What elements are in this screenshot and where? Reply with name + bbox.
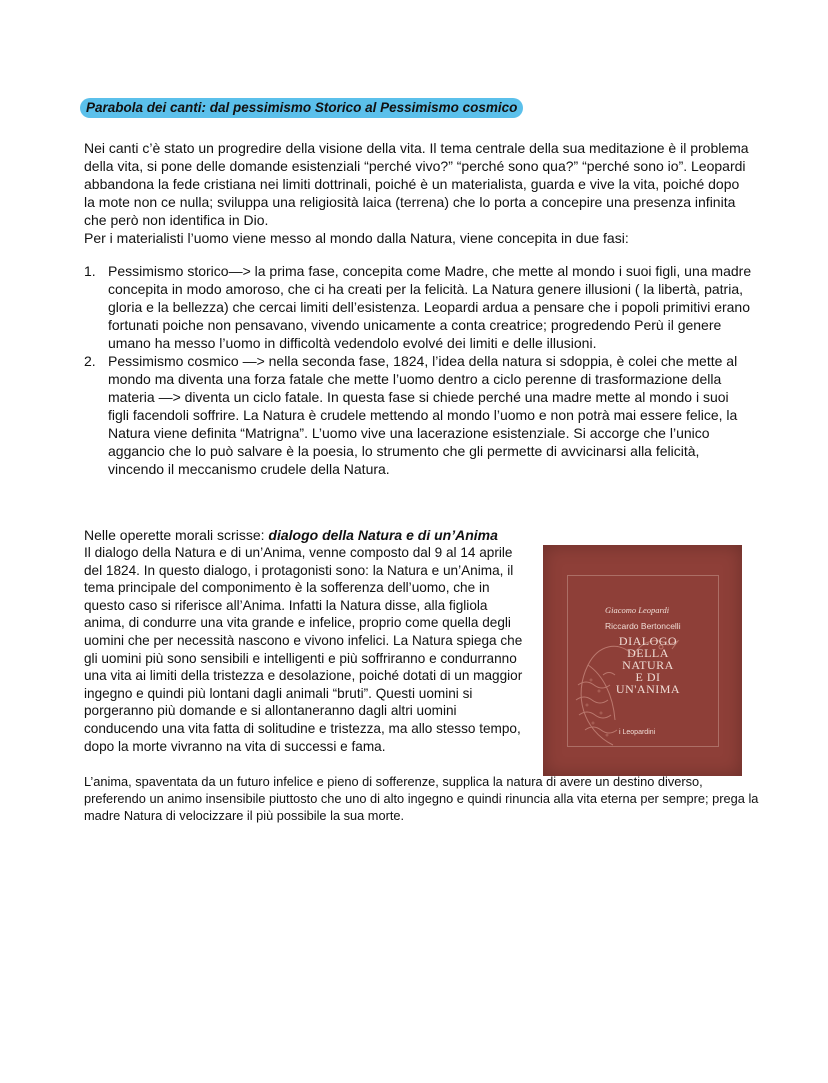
section-title-wrap — [80, 98, 523, 118]
cover-title-line: UN'ANIMA — [615, 682, 681, 696]
cover-title — [603, 635, 693, 695]
list-item-text: Pessimismo cosmico —> nella seconda fase, 1824, l’idea della natura si sdoppia, è colei che mette al mondo ma diventa una forza fatale che mette l’uomo dentro a ciclo perenne di trasformazione della materia —> diventa un ciclo fatale. In questa fase si chiede perché una madre mette al mondo i suoi figli facendoli soffrire. La Natura è crudele mettendo al mondo l’uomo e non potrà mai essere felice, la Natura viene definita “Matrigna”. L’uomo vive una lacerazione esistenziale. Si accorge che l’unico aggancio che lo può salvare è la poesia, lo strumento che gli permette di avvicinarsi alla felicità, vincendo il meccanismo crudele della Natura. — [108, 353, 738, 477]
cover-title-line: E DI — [635, 670, 661, 684]
phases-list — [84, 262, 752, 478]
cover-title-line: DELLA — [627, 646, 669, 660]
list-item-text: Pessimismo storico—> la prima fase, concepita come Madre, che mette al mondo i suoi figli, una madre concepita in modo amoroso, che ci ha creati per la felicità. La Natura genere illusioni ( la libertà, patria, gloria e la bellezza) che cercai limiti dell’esistenza. Leopardi ardua a pensare che i popoli primitivi erano fortunati poiche non pensavano, vivendo unicamente a conta creatrice; progredendo Perù il genere umano ha messo l’uomo in difficoltà vedendolo evolvé dei limiti e delle illusioni. — [108, 263, 752, 351]
cover-title-line: NATURA — [622, 658, 674, 672]
intro-paragraph: Nei canti c’è stato un progredire della visione della vita. Il tema centrale della sua meditazione è il problema della vita, si pone delle domande esistenziali “perché vivo?” “perché sono qua?” “perché sono io”. Leopardi abbandona la fede cristiana nei limiti dottrinali, poiché è un materialista, guarda e vive la vita, poiché dopo la mote non ce nulla; sviluppa una religiosità laica (terrena) che lo porta a concepire una presenza infinita che però non identifica in Dio. — [84, 140, 749, 228]
operette-conclusion: L’anima, spaventata da un futuro infelice e pieno di sofferenze, supplica la natura di avere un destino diverso, preferendo un animo insensibile piuttosto che uno di alto ingegno e quindi rinuncia alla vita eterna per sempre; prega la madre Natura di velocizzare il più possibile la sua morte. — [84, 774, 759, 823]
list-item — [84, 262, 752, 352]
cover-publisher: i Leopardini — [619, 729, 656, 736]
cover-title-line: DIALOGO — [618, 634, 678, 648]
operette-body: Il dialogo della Natura e di un’Anima, venne composto dal 9 al 14 aprile del 1824. In questo dialogo, i protagonisti sono: la Natura e un’Anima, il tema principale del componimento è la sofferenza dell’uomo, che in questo caso si riferisce all’Anima. Infatti la Natura disse, alla figliola anima, di condurre una vita grande e infelice, proprio come quella degli uomini che per necessità nascono e vivono infelici. La Natura spiega che gli uomini più sono sensibili e intelligenti e più soffriranno e condurranno una vita ai limiti della tristezza e desolazione, poiché dotati di un maggior ingegno e quindi più lontani dagli animali “bruti”. Questi uomini si porgeranno più domande e si allontaneranno dagli altri uomini conducendo una vita fatta di solitudine e tristezza, ma allo stesso tempo, dopo la morte vivranno na vita di successi e fama. — [84, 545, 523, 754]
cover-author: Giacomo Leopardi — [605, 605, 670, 615]
cover-editor: Riccardo Bertoncelli — [605, 621, 681, 631]
operette-work-title: dialogo della Natura e di un’Anima — [268, 527, 498, 543]
list-item-number: 2. — [84, 353, 96, 369]
materialists-paragraph: Per i materialisti l’uomo viene messo al mondo dalla Natura, viene concepita in due fasi: — [84, 230, 629, 246]
operette-heading — [84, 526, 544, 544]
list-item-number: 1. — [84, 263, 96, 279]
book-cover-image — [543, 545, 742, 776]
section-title-highlight: Parabola dei canti: dal pessimismo Storico al Pessimismo cosmico — [80, 98, 523, 118]
operette-lead: Nelle operette morali scrisse: — [84, 527, 269, 543]
list-item — [84, 352, 752, 478]
